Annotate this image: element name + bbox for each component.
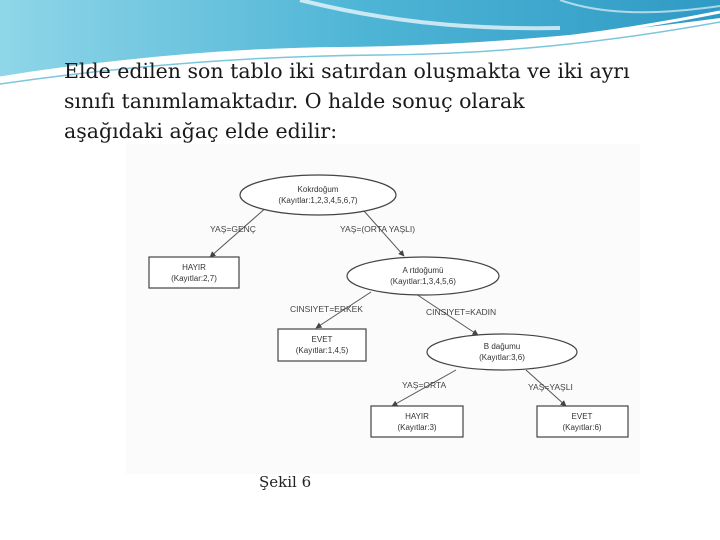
intro-paragraph	[64, 56, 704, 146]
leaf-evet-6-title: EVET	[571, 412, 593, 421]
leaf-hayir-2-7-records: (Kayıtlar:2,7)	[171, 274, 217, 283]
figure-caption: Şekil 6	[259, 473, 312, 491]
node-b-title: B dağumu	[483, 342, 521, 351]
edge-label-cinsiyet-erkek: CINSIYET=ERKEK	[290, 304, 363, 314]
edge-label-yas-genc: YAŞ=GENÇ	[210, 224, 256, 234]
edge-label-yas-orta: YAŞ=ORTA	[402, 380, 447, 390]
edge-label-cinsiyet-kadin: CINSIYET=KADIN	[426, 307, 497, 317]
edge-label-yas-orta-yasli: YAŞ=(ORTA YAŞLI)	[340, 224, 416, 234]
leaf-evet-6-records: (Kayıtlar:6)	[562, 423, 602, 432]
paragraph-line-1: Elde edilen son tablo iki satırdan oluşmakta ve iki ayrı	[64, 59, 630, 83]
leaf-hayir-2-7	[149, 257, 239, 288]
edge-label-yas-yasli: YAŞ=YAŞLI	[528, 382, 573, 392]
decision-tree-figure	[126, 144, 640, 474]
node-a-title: A rtdoğumü	[402, 266, 444, 275]
leaf-hayir-3-title: HAYIR	[405, 412, 429, 421]
root-node-title: Kokrdoğum	[297, 185, 339, 194]
leaf-evet-1-4-5-title: EVET	[311, 335, 333, 344]
paragraph-line-3: aşağıdaki ağaç elde edilir:	[64, 119, 338, 143]
root-node-records: (Kayıtlar:1,2,3,4,5,6,7)	[278, 196, 358, 205]
leaf-hayir-3	[371, 406, 463, 437]
node-b	[427, 334, 577, 370]
leaf-evet-6	[537, 406, 628, 437]
node-a	[347, 257, 499, 295]
root-node	[240, 175, 396, 215]
paragraph-line-2: sınıfı tanımlamaktadır. O halde sonuç olarak	[64, 89, 525, 113]
leaf-evet-1-4-5	[278, 329, 366, 361]
leaf-hayir-2-7-title: HAYIR	[182, 263, 206, 272]
node-a-records: (Kayıtlar:1,3,4,5,6)	[390, 277, 456, 286]
node-b-records: (Kayıtlar:3,6)	[479, 353, 525, 362]
leaf-evet-1-4-5-records: (Kayıtlar:1,4,5)	[295, 346, 349, 355]
leaf-hayir-3-records: (Kayıtlar:3)	[397, 423, 437, 432]
